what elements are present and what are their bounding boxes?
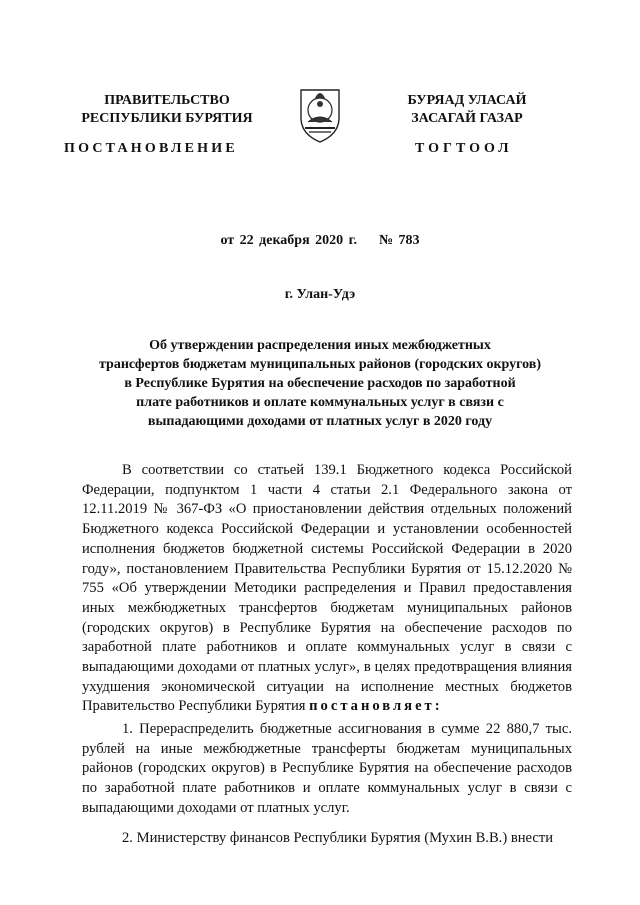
document-date-number <box>0 233 640 249</box>
clause-2-paragraph: 2. Министерству финансов Республики Бурятия (Мухин В.В.) внести <box>122 830 554 846</box>
title-line2: трансфертов бюджетам муниципальных районов (городских округов) <box>99 357 541 372</box>
document-city: г. Улан-Удэ <box>284 287 356 302</box>
title-line5: выпадающими доходами от платных услуг в 2020 году <box>147 414 493 429</box>
preamble-paragraph <box>82 461 572 717</box>
header-right-line1: БУРЯАД УЛАСАЙ <box>407 93 527 108</box>
header-left-line1: ПРАВИТЕЛЬСТВО <box>104 93 230 108</box>
title-line3: в Республике Бурятия на обеспечение расходов по заработной <box>124 376 516 391</box>
date-number-text: от 22 декабря 2020 г. № 783 <box>220 233 420 248</box>
title-line1: Об утверждении распределения иных межбюджетных <box>149 338 491 353</box>
title-line4: плате работников и оплате коммунальных услуг в связи с <box>136 395 504 410</box>
preamble-text: В соответствии со статьей 139.1 Бюджетного кодекса Российской Федерации, подпунктом 1 части 4 статьи 2.1 Федерального закона от 12.11.2019 № 367-ФЗ «О приостановлении действия отдельных положений Бюджетного кодекса Российской Федерации и установлении особенностей исполнения бюджетов бюджетной системы Российской Федерации в 2020 году», постановлением Правительства Республики Бурятия от 15.12.2020 № 755 «Об утверждении Методики распределения и Правил предоставления иных межбюджетных трансфертов бюджетам муниципальных районов (городских округов) в Республике Бурятия на обеспечение расходов по заработной плате работников и оплате коммунальных услуг в связи с выпадающими доходами от платных услуг», в целях предотвращения влияния ухудшения экономической ситуации на исполнение местных бюджетов Правительство Республики Бурятия <box>82 462 572 715</box>
clause-1-paragraph: 1. Перераспределить бюджетные ассигнования в сумме 22 880,7 тыс. рублей на иные межбюджетные трансферты бюджетам муниципальных районов (городских округов) в Республике Бурятия на обеспечение расходов по заработной плате работников и оплате коммунальных услуг в связи с выпадающими доходами от платных услуг. <box>82 721 572 816</box>
header-left-line2: РЕСПУБЛИКИ БУРЯТИЯ <box>81 111 253 126</box>
header-right <box>357 92 577 128</box>
doc-type-ru: ПОСТАНОВЛЕНИЕ <box>64 141 238 156</box>
header-left <box>57 92 277 128</box>
header-right-line2: ЗАСАГАЙ ГАЗАР <box>411 111 523 126</box>
doc-type-bur: ТОГТООЛ <box>415 141 513 156</box>
document-title <box>90 336 550 431</box>
resolves-word: постановляет: <box>309 698 443 715</box>
coat-of-arms-icon <box>295 82 345 144</box>
